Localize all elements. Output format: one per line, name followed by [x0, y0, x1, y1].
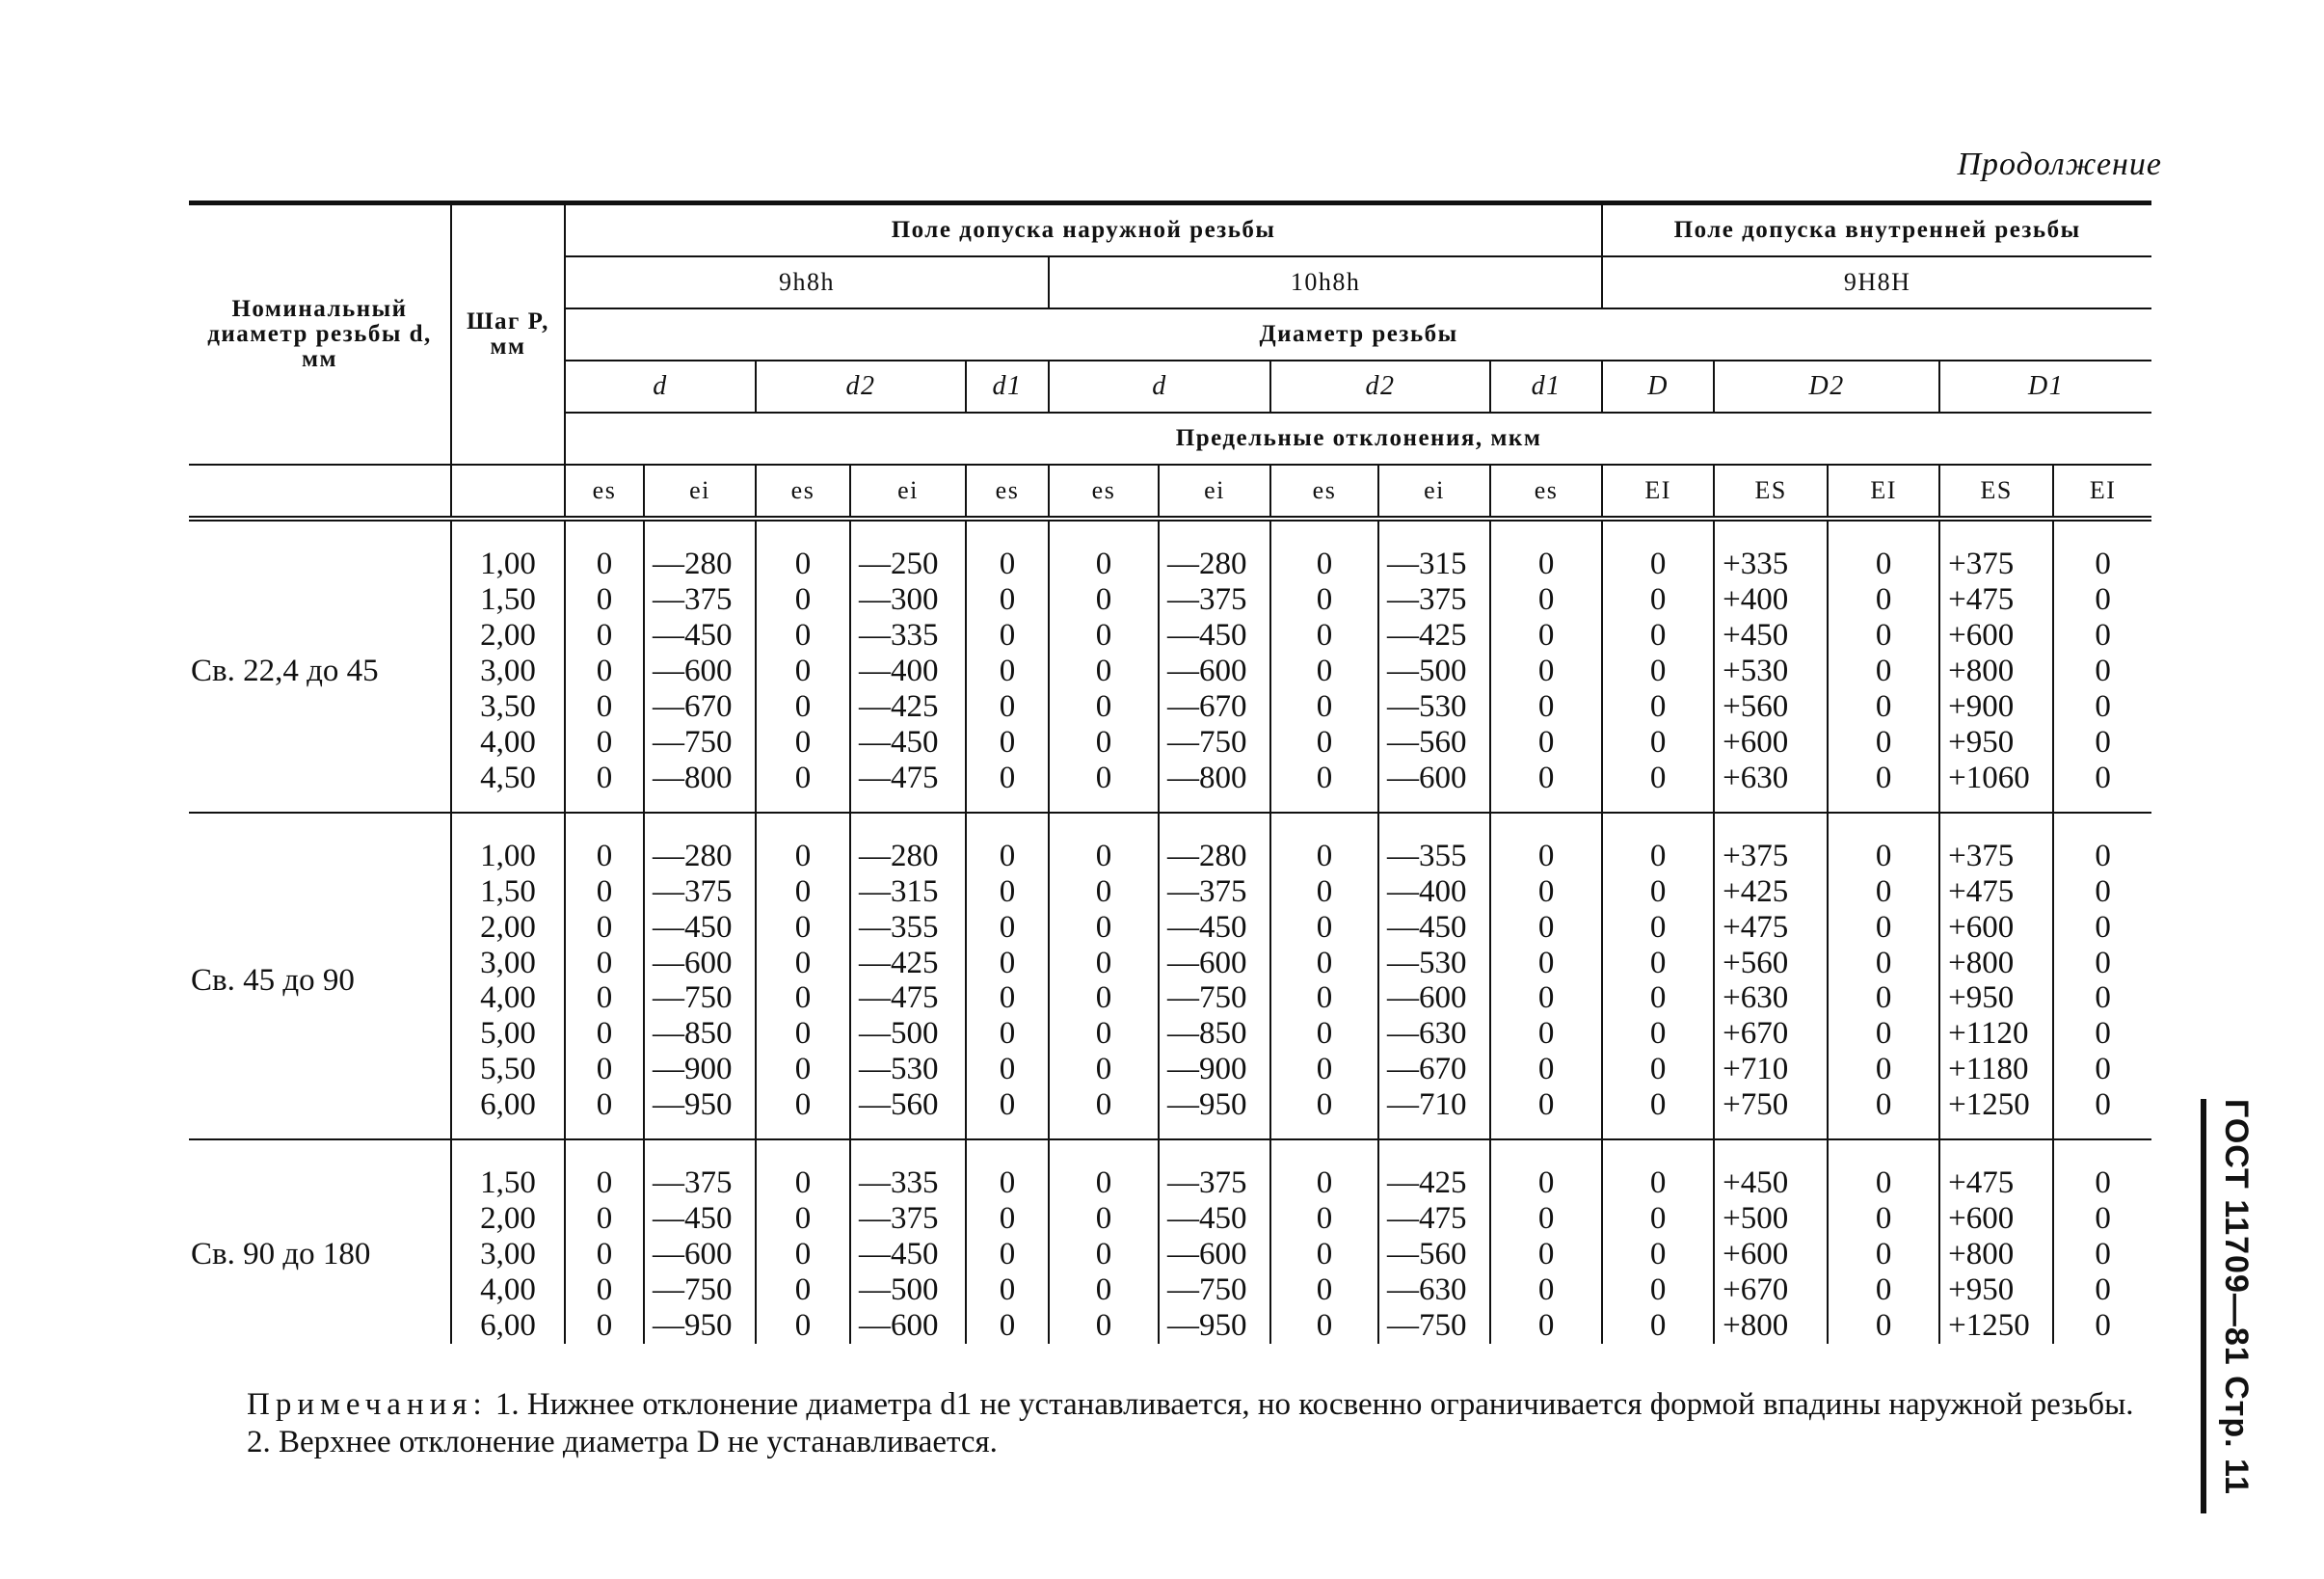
header-deviation: EI [2053, 465, 2151, 519]
header-deviation: es [1270, 465, 1378, 519]
table-row-group [189, 813, 2151, 1140]
header-internal-tolerance: Поле допуска внутренней резьбы [1602, 203, 2151, 257]
gost-page-label [2201, 1099, 2253, 1513]
table-row-group [189, 519, 2151, 813]
table-header [189, 203, 2151, 520]
header-diameter-d1: d1 [966, 361, 1049, 413]
value-cell: —315 —375 —425 —500 —530 —560 —600 [1378, 519, 1490, 813]
header-blank [451, 465, 565, 519]
value-cell: 0 0 0 0 0 0 0 [756, 519, 850, 813]
note-1 [189, 1386, 2155, 1424]
table-notes [189, 1386, 2155, 1461]
header-grade-10h8h: 10h8h [1049, 256, 1602, 308]
value-cell: 0 0 0 0 0 0 0 0 [1490, 813, 1602, 1140]
header-deviation: ei [1159, 465, 1270, 519]
value-cell: 0 0 0 0 0 [1828, 1139, 1939, 1344]
value-cell: —335 —375 —450 —500 —600 [850, 1139, 966, 1344]
header-diameter-d: d [1049, 361, 1270, 413]
header-deviation: ei [850, 465, 966, 519]
value-cell: 0 0 0 0 0 0 0 [1049, 519, 1159, 813]
value-cell: —280 —375 —450 —600 —750 —850 —900 —950 [1159, 813, 1270, 1140]
note-1-text: 1. Нижнее отклонение диаметра d1 не устанавливается, но косвенно ограничивается формой впадины наружной резьбы. [494, 1387, 2134, 1422]
value-cell: 0 0 0 0 0 [1049, 1139, 1159, 1344]
header-deviation: es [966, 465, 1049, 519]
gost-page-text: ГОСТ 11709—81 Стр. 11 [2218, 1099, 2255, 1495]
value-cell: 0 0 0 0 0 [565, 1139, 644, 1344]
value-cell: +335 +400 +450 +530 +560 +600 +630 [1714, 519, 1828, 813]
header-nominal-diameter: Номинальный диаметр резьбы d, мм [189, 203, 451, 466]
value-cell: 0 0 0 0 0 0 0 0 [966, 813, 1049, 1140]
value-cell: 0 0 0 0 0 0 0 0 [1270, 813, 1378, 1140]
value-cell: 0 0 0 0 0 0 0 0 [756, 813, 850, 1140]
note-2: 2. Верхнее отклонение диаметра D не устанавливается. [247, 1424, 998, 1459]
value-cell: 0 0 0 0 0 [1270, 1139, 1378, 1344]
header-deviation: ES [1939, 465, 2053, 519]
nominal-diameter-cell: Св. 22,4 до 45 [189, 519, 451, 813]
header-diameter-D2: D2 [1714, 361, 1939, 413]
value-cell: 0 0 0 0 0 [1490, 1139, 1602, 1344]
value-cell: 0 0 0 0 0 0 0 0 [2053, 813, 2151, 1140]
header-deviation: es [1049, 465, 1159, 519]
thread-tolerance-table [189, 201, 2151, 1344]
value-cell: +475 +600 +800 +950 +1250 [1939, 1139, 2053, 1344]
header-deviation: ei [644, 465, 756, 519]
value-cell: —375 —450 —600 —750 —950 [644, 1139, 756, 1344]
value-cell: 0 0 0 0 0 0 0 [1828, 519, 1939, 813]
value-cell: —375 —450 —600 —750 —950 [1159, 1139, 1270, 1344]
pitch-cell: 1,00 1,50 2,00 3,00 4,00 5,00 5,50 6,00 [451, 813, 565, 1140]
value-cell: 0 0 0 0 0 0 0 0 [1828, 813, 1939, 1140]
value-cell: 0 0 0 0 0 0 0 0 [565, 813, 644, 1140]
header-diameter-d2: d2 [756, 361, 966, 413]
header-deviation: es [565, 465, 644, 519]
header-deviation: ei [1378, 465, 1490, 519]
header-pitch: Шаг P, мм [451, 203, 565, 466]
header-diameter-D: D [1602, 361, 1714, 413]
value-cell: —280 —375 —450 —600 —670 —750 —800 [644, 519, 756, 813]
header-diameter-d1: d1 [1490, 361, 1602, 413]
value-cell: 0 0 0 0 0 [756, 1139, 850, 1344]
value-cell: —425 —475 —560 —630 —750 [1378, 1139, 1490, 1344]
table-row-group [189, 1139, 2151, 1344]
value-cell: 0 0 0 0 0 0 0 [1490, 519, 1602, 813]
header-deviation: EI [1828, 465, 1939, 519]
pitch-cell: 1,50 2,00 3,00 4,00 6,00 [451, 1139, 565, 1344]
tolerance-table-container [189, 201, 2151, 1344]
value-cell: +375 +425 +475 +560 +630 +670 +710 +750 [1714, 813, 1828, 1140]
value-cell: 0 0 0 0 0 0 0 [1602, 519, 1714, 813]
notes-label: Примечания: [247, 1387, 488, 1422]
header-deviation: es [756, 465, 850, 519]
value-cell: —280 —375 —450 —600 —750 —850 —900 —950 [644, 813, 756, 1140]
value-cell: +375 +475 +600 +800 +900 +950 +1060 [1939, 519, 2053, 813]
value-cell: 0 0 0 0 0 [966, 1139, 1049, 1344]
value-cell: +450 +500 +600 +670 +800 [1714, 1139, 1828, 1344]
value-cell: 0 0 0 0 0 0 0 [966, 519, 1049, 813]
header-diameter-d2: d2 [1270, 361, 1490, 413]
header-blank [189, 465, 451, 519]
value-cell: 0 0 0 0 0 0 0 [1270, 519, 1378, 813]
value-cell: 0 0 0 0 0 0 0 0 [1049, 813, 1159, 1140]
value-cell: —280 —375 —450 —600 —670 —750 —800 [1159, 519, 1270, 813]
value-cell: 0 0 0 0 0 0 0 [2053, 519, 2151, 813]
header-limit-deviations: Предельные отклонения, мкм [565, 413, 2151, 465]
header-external-tolerance: Поле допуска наружной резьбы [565, 203, 1602, 257]
header-grade-9h8h: 9h8h [565, 256, 1049, 308]
nominal-diameter-cell: Св. 45 до 90 [189, 813, 451, 1140]
value-cell: 0 0 0 0 0 0 0 0 [1602, 813, 1714, 1140]
header-deviation: EI [1602, 465, 1714, 519]
value-cell: 0 0 0 0 0 0 0 [565, 519, 644, 813]
header-deviation: es [1490, 465, 1602, 519]
header-diameter-D1: D1 [1939, 361, 2151, 413]
header-grade-9H8H: 9H8H [1602, 256, 2151, 308]
value-cell: —355 —400 —450 —530 —600 —630 —670 —710 [1378, 813, 1490, 1140]
header-thread-diameter: Диаметр резьбы [565, 308, 2151, 361]
table-body [189, 519, 2151, 1344]
value-cell: 0 0 0 0 0 [2053, 1139, 2151, 1344]
value-cell: +375 +475 +600 +800 +950 +1120 +1180 +1250 [1939, 813, 2053, 1140]
value-cell: 0 0 0 0 0 [1602, 1139, 1714, 1344]
value-cell: —250 —300 —335 —400 —425 —450 —475 [850, 519, 966, 813]
header-deviation: ES [1714, 465, 1828, 519]
value-cell: —280 —315 —355 —425 —475 —500 —530 —560 [850, 813, 966, 1140]
header-diameter-d: d [565, 361, 756, 413]
continuation-label: Продолжение [1957, 147, 2162, 182]
nominal-diameter-cell: Св. 90 до 180 [191, 1237, 371, 1272]
pitch-cell: 1,00 1,50 2,00 3,00 3,50 4,00 4,50 [451, 519, 565, 813]
